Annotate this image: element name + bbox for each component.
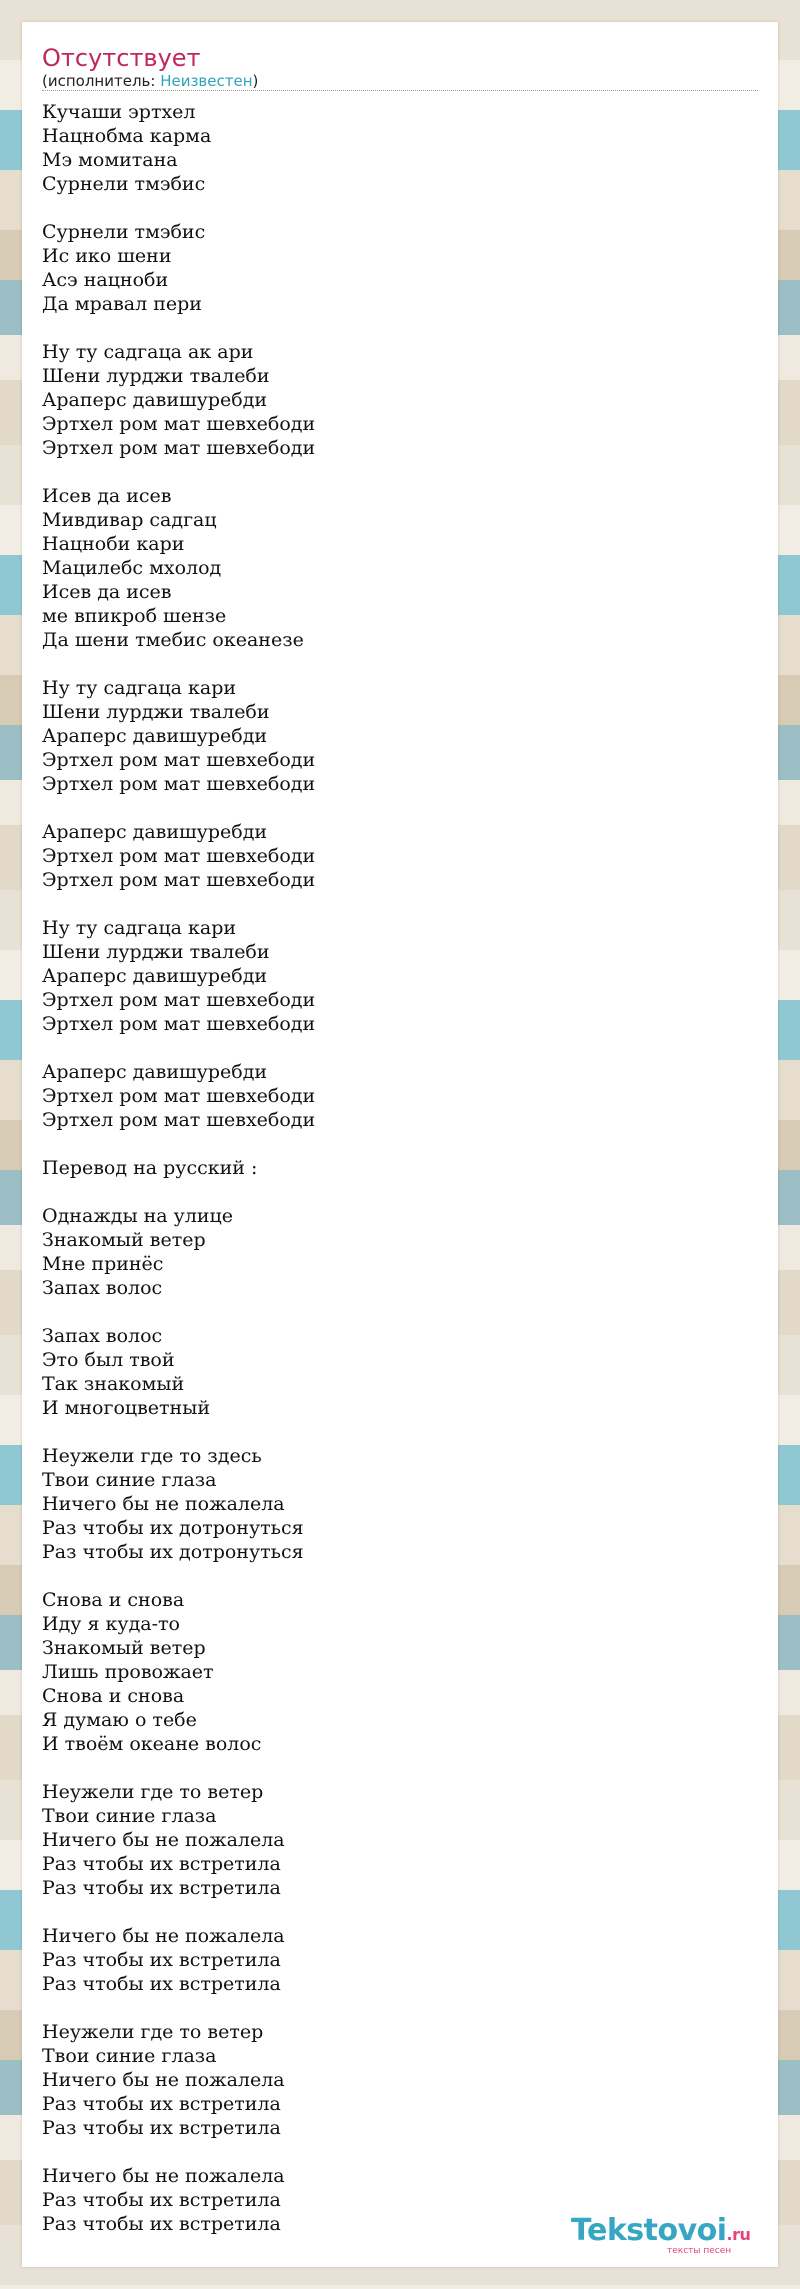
lyric-line: Раз чтобы их встретила [42, 1853, 281, 1875]
lyric-line: Сурнели тмэбис [42, 221, 206, 243]
lyric-line: Раз чтобы их дотронуться [42, 1541, 304, 1563]
lyric-line: Нацнобма карма [42, 125, 212, 147]
lyric-line: Твои синие глаза [42, 1469, 217, 1491]
lyric-line: Раз чтобы их встретила [42, 2189, 281, 2211]
lyric-line [42, 1420, 742, 1444]
lyric-line: Знакомый ветер [42, 1229, 206, 1251]
lyric-line: Мацилебс мхолод [42, 557, 222, 579]
lyric-line: ме впикроб шензе [42, 605, 227, 627]
lyric-line: Ну ту садгаца кари [42, 917, 237, 939]
lyric-line [42, 1132, 742, 1156]
lyric-line [42, 460, 742, 484]
lyric-line: Нацноби кари [42, 533, 185, 555]
performer-line [42, 70, 258, 92]
lyric-line: Араперс давишуребди [42, 1061, 268, 1083]
lyric-line: Эртхел ром мат шевхебоди [42, 1085, 316, 1107]
lyric-line: Ничего бы не пожалела [42, 2069, 285, 2091]
lyric-line: Эртхел ром мат шевхебоди [42, 845, 316, 867]
lyrics-text [42, 100, 742, 2236]
lyric-line [42, 1996, 742, 2020]
lyric-line: Однажды на улице [42, 1205, 234, 1227]
lyric-line: Ничего бы не пожалела [42, 1925, 285, 1947]
lyric-line: Исев да исев [42, 485, 172, 507]
lyric-line: Эртхел ром мат шевхебоди [42, 869, 316, 891]
lyric-line: Эртхел ром мат шевхебоди [42, 1109, 316, 1131]
lyric-line: Эртхел ром мат шевхебоди [42, 749, 316, 771]
lyric-line: Так знакомый [42, 1373, 185, 1395]
performer-suffix: ) [252, 72, 259, 90]
lyric-line: Раз чтобы их встретила [42, 2213, 281, 2235]
lyric-line: Раз чтобы их дотронуться [42, 1517, 304, 1539]
lyric-line: Перевод на русский : [42, 1157, 258, 1179]
lyric-line: Кучаши эртхел [42, 101, 196, 123]
lyric-line: Эртхел ром мат шевхебоди [42, 773, 316, 795]
lyrics-card [22, 22, 778, 2267]
lyric-line: Раз чтобы их встретила [42, 2093, 281, 2115]
lyric-line [42, 1036, 742, 1060]
lyric-line: Раз чтобы их встретила [42, 1949, 281, 1971]
lyric-line [42, 1564, 742, 1588]
lyric-line: Неужели где то ветер [42, 2021, 264, 2043]
lyric-line: Эртхел ром мат шевхебоди [42, 437, 316, 459]
title-divider [42, 90, 758, 91]
lyric-line [42, 1900, 742, 1924]
lyric-line: Да мравал пери [42, 293, 202, 315]
lyric-line: Исев да исев [42, 581, 172, 603]
lyric-line: Ничего бы не пожалела [42, 1829, 285, 1851]
lyric-line: Эртхел ром мат шевхебоди [42, 413, 316, 435]
lyric-line: Ну ту садгаца ак ари [42, 341, 254, 363]
lyric-line: Это был твой [42, 1349, 175, 1371]
lyric-line: Иду я куда-то [42, 1613, 180, 1635]
song-title: Отсутствует [42, 44, 201, 72]
lyric-line: Неужели где то здесь [42, 1445, 262, 1467]
lyric-line: Шени лурджи твалеби [42, 365, 270, 387]
logo-tld: .ru [726, 2225, 751, 2244]
lyric-line: Араперс давишуребди [42, 821, 268, 843]
lyric-line [42, 2140, 742, 2164]
lyric-line: Знакомый ветер [42, 1637, 206, 1659]
lyric-line: Мивдивар садгац [42, 509, 217, 531]
lyric-line [42, 1300, 742, 1324]
lyric-line [42, 652, 742, 676]
performer-link[interactable]: Неизвестен [160, 72, 253, 90]
lyric-line [42, 1180, 742, 1204]
lyric-line: Эртхел ром мат шевхебоди [42, 1013, 316, 1035]
lyric-line: Араперс давишуребди [42, 725, 268, 747]
lyric-line: Запах волос [42, 1277, 163, 1299]
lyric-line: Я думаю о тебе [42, 1709, 197, 1731]
lyric-line: И многоцветный [42, 1397, 211, 1419]
lyric-line: Сурнели тмэбис [42, 173, 206, 195]
lyric-line [42, 1756, 742, 1780]
lyric-line: Шени лурджи твалеби [42, 701, 270, 723]
lyric-line: Эртхел ром мат шевхебоди [42, 989, 316, 1011]
lyric-line: Твои синие глаза [42, 2045, 217, 2067]
lyric-line: Ис ико шени [42, 245, 172, 267]
lyric-line [42, 892, 742, 916]
lyric-line [42, 196, 742, 220]
lyric-line: Раз чтобы их встретила [42, 1877, 281, 1899]
lyric-line: Араперс давишуребди [42, 389, 268, 411]
lyric-line: Снова и снова [42, 1589, 185, 1611]
lyric-line: Ну ту садгаца кари [42, 677, 237, 699]
lyric-line: Мне принёс [42, 1253, 164, 1275]
lyric-line [42, 316, 742, 340]
lyric-line: Асэ нацноби [42, 269, 169, 291]
lyric-line: Мэ момитана [42, 149, 178, 171]
lyric-line: Снова и снова [42, 1685, 185, 1707]
lyric-line: И твоём океане волос [42, 1733, 262, 1755]
lyric-line [42, 796, 742, 820]
lyric-line: Раз чтобы их встретила [42, 2117, 281, 2139]
lyric-line: Неужели где то ветер [42, 1781, 264, 1803]
lyric-line: Шени лурджи твалеби [42, 941, 270, 963]
lyric-line: Ничего бы не пожалела [42, 2165, 285, 2187]
site-logo[interactable] [571, 2214, 771, 2260]
logo-tagline: тексты песен [667, 2246, 732, 2256]
lyric-line: Запах волос [42, 1325, 163, 1347]
lyric-line: Араперс давишуребди [42, 965, 268, 987]
lyric-line: Раз чтобы их встретила [42, 1973, 281, 1995]
lyric-line: Да шени тмебис океанезе [42, 629, 304, 651]
logo-name: Tekstovoi [571, 2213, 727, 2248]
lyric-line: Ничего бы не пожалела [42, 1493, 285, 1515]
performer-prefix: (исполнитель: [42, 72, 161, 90]
lyric-line: Твои синие глаза [42, 1805, 217, 1827]
lyric-line: Лишь провожает [42, 1661, 214, 1683]
